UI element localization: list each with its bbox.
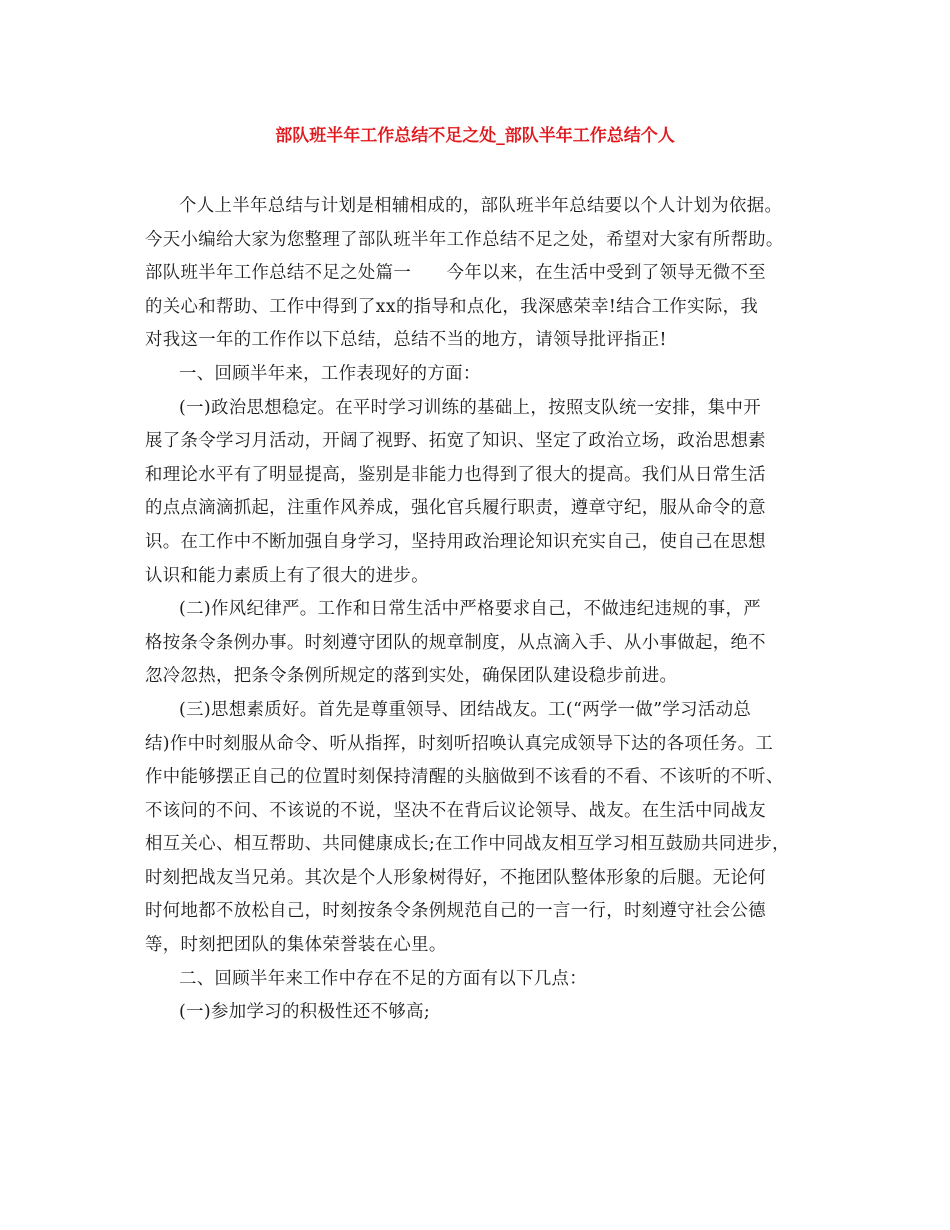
body-line: 个人上半年总结与计划是相辅相成的，部队班半年总结要以个人计划为依据。 bbox=[179, 196, 783, 216]
body-line: 二、回顾半年来工作中存在不足的方面有以下几点： bbox=[179, 968, 588, 989]
body-line: 展了条令学习月活动，开阔了视野、拓宽了知识、坚定了政治立场，政治思想素 bbox=[145, 431, 766, 452]
body-line: (一)政治思想稳定。在平时学习训练的基础上，按照支队统一安排，集中开 bbox=[179, 397, 761, 418]
body-line: 忽冷忽热，把条令条例所规定的落到实处，确保团队建设稳步前进。 bbox=[145, 666, 678, 687]
body-line: 认识和能力素质上有了很大的进步。 bbox=[145, 565, 429, 586]
body-line: (二)作风纪律严。工作和日常生活中严格要求自己，不做违纪违规的事，严 bbox=[179, 599, 761, 620]
body-line: 的关心和帮助、工作中得到了xx的指导和点化，我深感荣幸!结合工作实际，我 bbox=[145, 296, 759, 317]
body-line: 和理论水平有了明显提高，鉴别是非能力也得到了很大的提高。我们从日常生活 bbox=[145, 464, 766, 485]
body-line: 相互关心、相互帮助、共同健康成长;在工作中同战友相互学习相互鼓励共同进步， bbox=[145, 834, 790, 855]
body-line: 部队班半年工作总结不足之处篇一 今年以来，在生活中受到了领导无微不至 bbox=[145, 263, 766, 284]
body-line: 不该问的不问、不该说的不说，坚决不在背后议论领导、战友。在生活中同战友 bbox=[145, 800, 766, 821]
body-line: (三)思想素质好。首先是尊重领导、团结战友。工(“两学一做”学习活动总 bbox=[179, 699, 752, 720]
document-title: 部队班半年工作总结不足之处_部队半年工作总结个人 bbox=[275, 126, 675, 146]
body-line: 今天小编给大家为您整理了部队班半年工作总结不足之处，希望对大家有所帮助。 bbox=[145, 229, 784, 250]
body-line: 格按条令条例办事。时刻遵守团队的规章制度，从点滴入手、从小事做起，绝不 bbox=[145, 632, 766, 653]
body-line: 作中能够摆正自己的位置时刻保持清醒的头脑做到不该看的不看、不该听的不听、 bbox=[145, 767, 784, 788]
body-line: 时刻把战友当兄弟。其次是个人形象树得好，不拖团队整体形象的后腿。无论何 bbox=[145, 867, 766, 888]
body-line: 结)作中时刻服从命令、听从指挥，时刻听招唤认真完成领导下达的各项任务。工 bbox=[145, 733, 774, 754]
body-line: 对我这一年的工作作以下总结，总结不当的地方，请领导批评指正! bbox=[145, 330, 667, 351]
body-line: 等，时刻把团队的集体荣誉装在心里。 bbox=[145, 935, 447, 956]
body-line: 时何地都不放松自己，时刻按条令条例规范自己的一言一行，时刻遵守社会公德 bbox=[145, 901, 766, 922]
document-body bbox=[145, 190, 815, 1030]
body-line: 识。在工作中不断加强自身学习，坚持用政治理论知识充实自己，使自己在思想 bbox=[145, 531, 766, 552]
body-line: 的点点滴滴抓起，注重作风养成，强化官兵履行职责，遵章守纪，服从命令的意 bbox=[145, 498, 766, 519]
body-line: 一、回顾半年来，工作表现好的方面： bbox=[179, 363, 481, 384]
body-line: (一)参加学习的积极性还不够高; bbox=[179, 1002, 431, 1023]
